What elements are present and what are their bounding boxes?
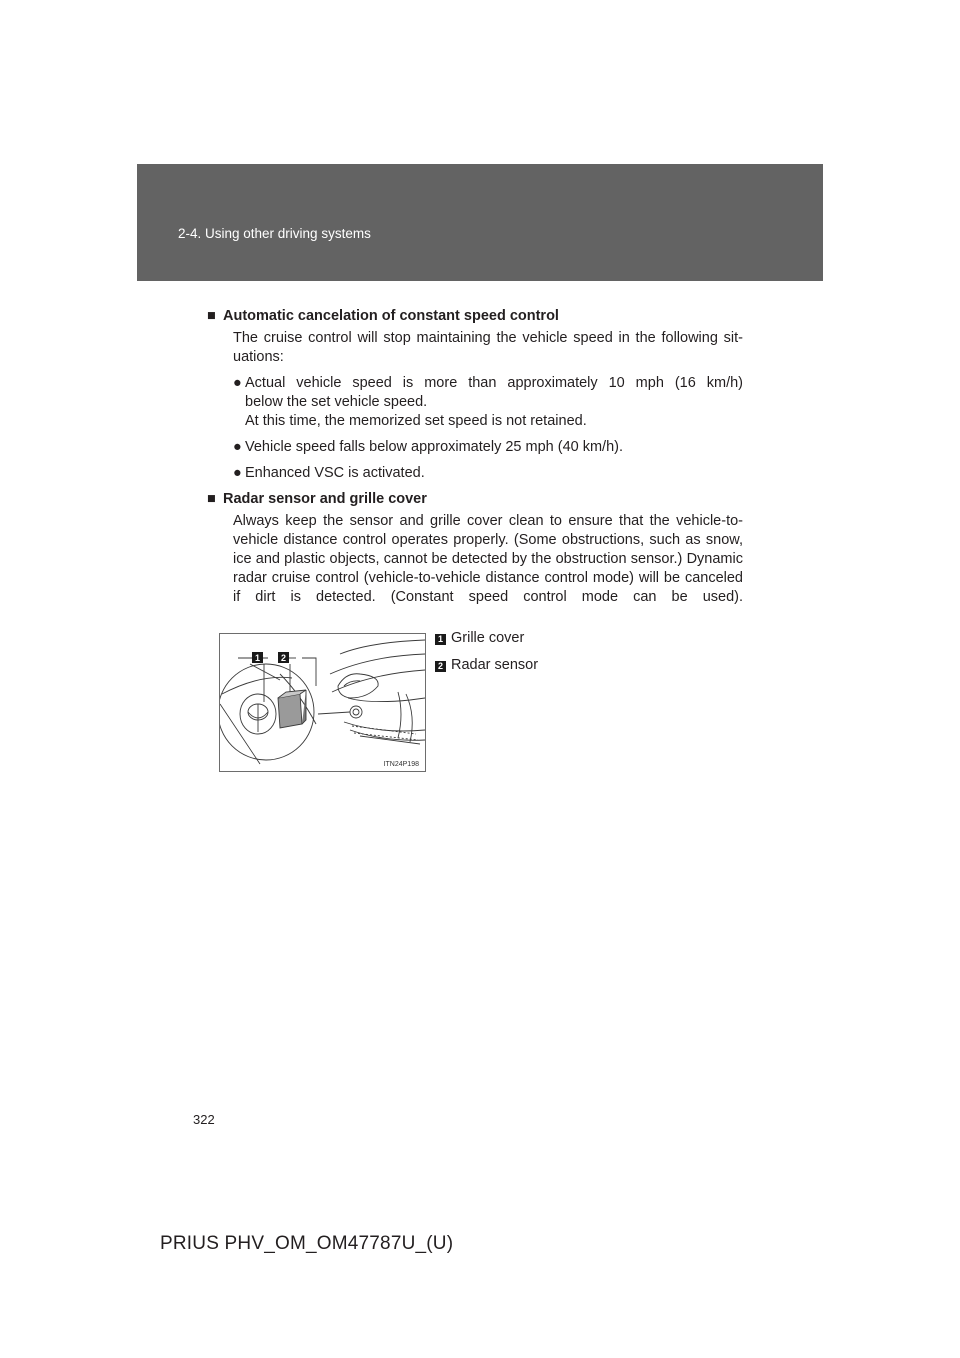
bullet-item bbox=[233, 374, 743, 431]
figure-code: ITN24P198 bbox=[383, 761, 419, 768]
round-bullet-icon: ● bbox=[233, 375, 242, 391]
bullet-text: Vehicle speed falls below approximately 25 mph (40 km/h). bbox=[245, 439, 623, 455]
number-badge: 2 bbox=[435, 661, 446, 672]
square-bullet-icon: ■ bbox=[207, 308, 216, 324]
heading-automatic-cancelation: ■ Automatic cancelation of constant speed control bbox=[207, 308, 559, 324]
heading-radar-sensor: ■ Radar sensor and grille cover bbox=[207, 491, 427, 507]
callout-2-label: 2 bbox=[280, 653, 287, 663]
section-title: 2-4. Using other driving systems bbox=[178, 226, 371, 241]
document-footer: PRIUS PHV_OM_OM47787U_(U) bbox=[160, 1233, 454, 1254]
bullet-text: Enhanced VSC is activated. bbox=[245, 465, 425, 481]
page-content bbox=[207, 307, 743, 607]
intro-paragraph: The cruise control will stop maintaining the vehicle speed in the following sit-uations: bbox=[233, 330, 743, 365]
page-number: 322 bbox=[193, 1112, 215, 1127]
car-front-drawing bbox=[220, 634, 425, 771]
bullet-text: Actual vehicle speed is more than approximately 10 mph (16 km/h) bbox=[245, 375, 743, 391]
round-bullet-icon: ● bbox=[233, 439, 242, 455]
bullet-item bbox=[233, 438, 743, 457]
callout-1-label: 1 bbox=[254, 653, 261, 663]
legend-label: Radar sensor bbox=[451, 657, 539, 673]
radar-paragraph: Always keep the sensor and grille cover clean to ensure that the vehicle-to-vehicle distance control operates properly. (Some obstructions, such as snow, ice and plastic objects, cannot be detected by the obstruction sensor.) Dynamic radar cruise control (vehicle-to-vehicle distance control mode) will be canceled if dirt is detected. (Constant speed control mode can be used). bbox=[233, 513, 743, 605]
header-band bbox=[137, 164, 823, 281]
legend-label: Grille cover bbox=[451, 630, 525, 646]
round-bullet-icon: ● bbox=[233, 465, 242, 481]
number-badge: 1 bbox=[435, 634, 446, 645]
radar-sensor-illustration bbox=[219, 633, 426, 772]
bullet-note: At this time, the memorized set speed is not retained. bbox=[245, 413, 587, 429]
square-bullet-icon: ■ bbox=[207, 491, 216, 507]
bullet-text: below the set vehicle speed. bbox=[245, 394, 428, 410]
bullet-item bbox=[233, 464, 743, 483]
